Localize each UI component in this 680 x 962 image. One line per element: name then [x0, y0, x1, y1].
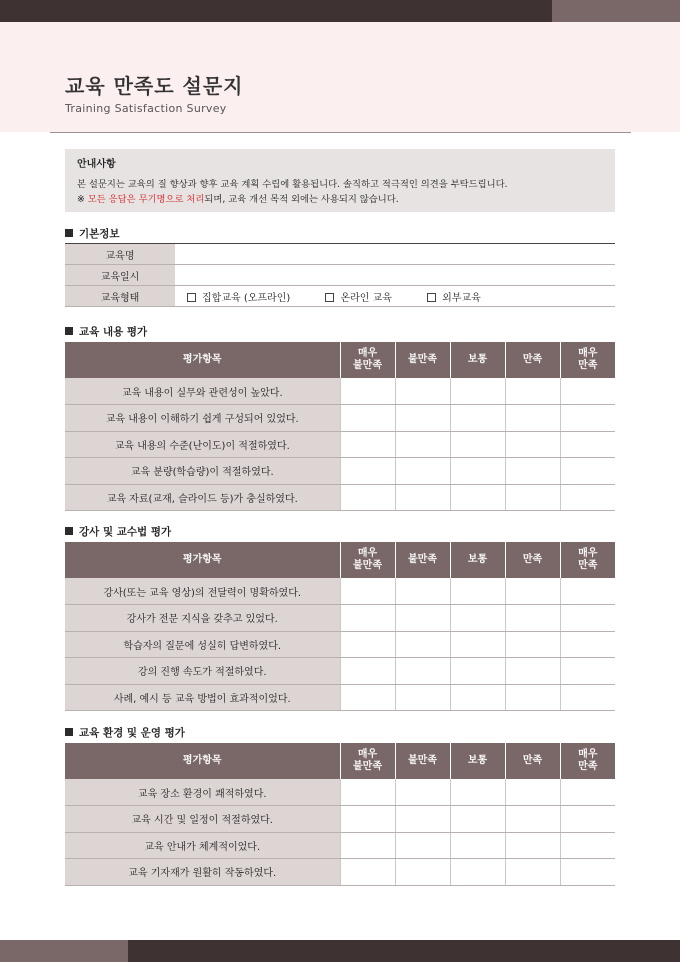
rating-dissatisfied-cell[interactable] — [395, 859, 450, 886]
top-bar — [0, 0, 680, 22]
checkbox-icon[interactable] — [325, 293, 334, 302]
rating-very-satisfied-cell[interactable] — [560, 806, 615, 833]
table-row — [65, 605, 615, 632]
section-title-text: 교육 내용 평가 — [79, 326, 148, 338]
table-row — [65, 378, 615, 405]
table-row — [65, 244, 615, 265]
section-title-text: 교육 환경 및 운영 평가 — [79, 727, 185, 739]
rating-dissatisfied-cell[interactable] — [395, 458, 450, 485]
rating-neutral-cell[interactable] — [450, 779, 505, 806]
header-item — [65, 342, 340, 378]
header-very-satisfied — [560, 743, 615, 779]
rating-very-satisfied-cell[interactable] — [560, 779, 615, 806]
rating-dissatisfied-cell[interactable] — [395, 779, 450, 806]
eval-item-label: 강사가 전문 지식을 갖추고 있었다. — [65, 605, 340, 632]
page-title: 교육 만족도 설문지 — [65, 74, 244, 98]
rating-dissatisfied-cell[interactable] — [395, 684, 450, 711]
section-title-instructor — [65, 524, 171, 539]
basic-label: 교육형태 — [65, 286, 175, 307]
eval-item-label: 사례, 예시 등 교육 방법이 효과적이었다. — [65, 684, 340, 711]
eval-item-label: 학습자의 질문에 성실히 답변하였다. — [65, 631, 340, 658]
rating-very-dissatisfied-cell[interactable] — [340, 631, 395, 658]
square-bullet-icon — [65, 327, 73, 335]
square-bullet-icon — [65, 728, 73, 736]
page-subtitle: Training Satisfaction Survey — [65, 102, 227, 115]
rating-very-dissatisfied-cell[interactable] — [340, 431, 395, 458]
rating-dissatisfied-cell[interactable] — [395, 378, 450, 405]
header-label: 평가항목 — [182, 755, 222, 766]
option-label: 온라인 교육 — [340, 292, 392, 304]
rating-neutral-cell[interactable] — [450, 832, 505, 859]
course-name-field[interactable] — [175, 244, 615, 265]
rating-satisfied-cell[interactable] — [505, 832, 560, 859]
table-row — [65, 578, 615, 605]
table-row — [65, 779, 615, 806]
basic-info-table — [65, 243, 615, 307]
rating-neutral-cell[interactable] — [450, 578, 505, 605]
rating-very-dissatisfied-cell[interactable] — [340, 605, 395, 632]
table-row — [65, 859, 615, 886]
table-header-row — [65, 743, 615, 779]
rating-satisfied-cell[interactable] — [505, 779, 560, 806]
notice-mark: ※ — [77, 194, 88, 205]
notice-title: 안내사항 — [77, 159, 116, 170]
header-very-satisfied — [560, 342, 615, 378]
header — [0, 22, 680, 132]
header-label: 평가항목 — [182, 354, 222, 365]
rating-very-dissatisfied-cell[interactable] — [340, 684, 395, 711]
rating-very-satisfied-cell[interactable] — [560, 458, 615, 485]
rating-very-satisfied-cell[interactable] — [560, 578, 615, 605]
rating-very-satisfied-cell[interactable] — [560, 859, 615, 886]
eval-item-label: 교육 안내가 체계적이었다. — [65, 832, 340, 859]
rating-satisfied-cell[interactable] — [505, 605, 560, 632]
header-label: 매우 — [578, 749, 598, 760]
rating-satisfied-cell[interactable] — [505, 405, 560, 432]
header-label: 매우 — [357, 548, 378, 559]
header-label: 평가항목 — [182, 554, 222, 565]
header-satisfied — [505, 542, 560, 578]
rating-dissatisfied-cell[interactable] — [395, 631, 450, 658]
header-label: 매우 — [578, 348, 598, 359]
header-very-dissatisfied — [340, 743, 395, 779]
rating-very-satisfied-cell[interactable] — [560, 484, 615, 511]
header-label: 만족 — [578, 761, 598, 772]
header-neutral — [450, 542, 505, 578]
header-neutral — [450, 743, 505, 779]
rating-very-dissatisfied-cell[interactable] — [340, 832, 395, 859]
rating-dissatisfied-cell[interactable] — [395, 405, 450, 432]
rating-very-dissatisfied-cell[interactable] — [340, 859, 395, 886]
rating-dissatisfied-cell[interactable] — [395, 832, 450, 859]
basic-label: 교육일시 — [65, 265, 175, 286]
header-dissatisfied — [395, 342, 450, 378]
rating-dissatisfied-cell[interactable] — [395, 658, 450, 685]
rating-satisfied-cell[interactable] — [505, 484, 560, 511]
option-label: 외부교육 — [442, 292, 481, 304]
rating-dissatisfied-cell[interactable] — [395, 806, 450, 833]
rating-very-dissatisfied-cell[interactable] — [340, 806, 395, 833]
rating-neutral-cell[interactable] — [450, 631, 505, 658]
header-item — [65, 542, 340, 578]
rating-very-dissatisfied-cell[interactable] — [340, 458, 395, 485]
rating-satisfied-cell[interactable] — [505, 806, 560, 833]
header-label: 불만족 — [408, 354, 437, 365]
environment-eval-table — [65, 743, 615, 886]
section-title-basic — [65, 226, 120, 241]
header-label: 불만족 — [353, 360, 382, 371]
rating-neutral-cell[interactable] — [450, 806, 505, 833]
table-row — [65, 286, 615, 307]
header-label: 보통 — [467, 755, 488, 766]
rating-very-satisfied-cell[interactable] — [560, 631, 615, 658]
rating-neutral-cell[interactable] — [450, 458, 505, 485]
option-label: 집합교육 (오프라인) — [202, 292, 291, 304]
eval-item-label: 강의 진행 속도가 적절하였다. — [65, 658, 340, 685]
header-item — [65, 743, 340, 779]
header-label: 만족 — [578, 360, 598, 371]
option-online[interactable] — [325, 289, 391, 304]
header-label: 불만족 — [408, 755, 437, 766]
header-dissatisfied — [395, 542, 450, 578]
section-title-environment — [65, 725, 185, 740]
notice-highlight: 모든 응답은 무기명으로 처리 — [87, 194, 205, 205]
eval-item-label: 교육 자료(교재, 슬라이드 등)가 충실하였다. — [65, 484, 340, 511]
rating-dissatisfied-cell[interactable] — [395, 605, 450, 632]
rating-very-satisfied-cell[interactable] — [560, 684, 615, 711]
header-label: 불만족 — [353, 761, 382, 772]
rating-satisfied-cell[interactable] — [505, 684, 560, 711]
rating-neutral-cell[interactable] — [450, 684, 505, 711]
notice-box — [65, 149, 615, 212]
header-label: 보통 — [467, 554, 488, 565]
header-label: 보통 — [467, 354, 488, 365]
rating-neutral-cell[interactable] — [450, 378, 505, 405]
course-date-field[interactable] — [175, 265, 615, 286]
rating-satisfied-cell[interactable] — [505, 458, 560, 485]
header-very-dissatisfied — [340, 542, 395, 578]
section-title-content — [65, 324, 147, 339]
rating-neutral-cell[interactable] — [450, 431, 505, 458]
rating-very-satisfied-cell[interactable] — [560, 378, 615, 405]
instructor-eval-table — [65, 542, 615, 711]
table-row — [65, 458, 615, 485]
table-row — [65, 484, 615, 511]
table-row — [65, 806, 615, 833]
rating-very-dissatisfied-cell[interactable] — [340, 405, 395, 432]
table-header-row — [65, 542, 615, 578]
rating-neutral-cell[interactable] — [450, 484, 505, 511]
rating-very-satisfied-cell[interactable] — [560, 658, 615, 685]
rating-very-satisfied-cell[interactable] — [560, 405, 615, 432]
eval-item-label: 교육 장소 환경이 쾌적하였다. — [65, 779, 340, 806]
rating-satisfied-cell[interactable] — [505, 658, 560, 685]
header-label: 불만족 — [408, 554, 437, 565]
eval-item-label: 교육 시간 및 일정이 적절하였다. — [65, 806, 340, 833]
notice-line-1: 본 설문지는 교육의 질 향상과 향후 교육 계획 수립에 활용됩니다. 솔직하고 적극적인 의견을 부탁드립니다. — [77, 179, 508, 190]
rating-dissatisfied-cell[interactable] — [395, 578, 450, 605]
table-row — [65, 265, 615, 286]
header-label: 매우 — [357, 749, 378, 760]
notice-line-2-rest: 되며, 교육 개선 목적 외에는 사용되지 않습니다. — [204, 194, 399, 205]
rating-satisfied-cell[interactable] — [505, 859, 560, 886]
header-label: 만족 — [522, 354, 543, 365]
header-label: 매우 — [357, 348, 378, 359]
table-row — [65, 658, 615, 685]
eval-item-label: 강사(또는 교육 영상)의 전달력이 명확하였다. — [65, 578, 340, 605]
header-satisfied — [505, 342, 560, 378]
bottom-bar-accent — [0, 940, 128, 962]
rating-satisfied-cell[interactable] — [505, 631, 560, 658]
bottom-bar — [0, 940, 680, 962]
header-dissatisfied — [395, 743, 450, 779]
rating-neutral-cell[interactable] — [450, 859, 505, 886]
rating-satisfied-cell[interactable] — [505, 578, 560, 605]
rating-very-satisfied-cell[interactable] — [560, 832, 615, 859]
header-label: 만족 — [578, 560, 598, 571]
option-external[interactable] — [427, 289, 481, 304]
table-row — [65, 405, 615, 432]
table-row — [65, 631, 615, 658]
checkbox-icon[interactable] — [427, 293, 436, 302]
rating-very-satisfied-cell[interactable] — [560, 431, 615, 458]
rating-dissatisfied-cell[interactable] — [395, 431, 450, 458]
rating-very-dissatisfied-cell[interactable] — [340, 658, 395, 685]
table-row — [65, 431, 615, 458]
table-row — [65, 684, 615, 711]
course-type-options — [175, 286, 615, 307]
top-bar-accent — [552, 0, 680, 22]
header-divider — [50, 132, 631, 133]
header-very-satisfied — [560, 542, 615, 578]
table-row — [65, 832, 615, 859]
header-label: 불만족 — [353, 560, 382, 571]
rating-very-dissatisfied-cell[interactable] — [340, 578, 395, 605]
basic-label: 교육명 — [65, 244, 175, 265]
rating-dissatisfied-cell[interactable] — [395, 484, 450, 511]
header-label: 만족 — [522, 554, 543, 565]
rating-satisfied-cell[interactable] — [505, 431, 560, 458]
checkbox-icon[interactable] — [187, 293, 196, 302]
rating-very-dissatisfied-cell[interactable] — [340, 779, 395, 806]
rating-neutral-cell[interactable] — [450, 405, 505, 432]
rating-satisfied-cell[interactable] — [505, 378, 560, 405]
eval-item-label: 교육 분량(학습량)이 적절하였다. — [65, 458, 340, 485]
header-label: 매우 — [578, 548, 598, 559]
rating-very-satisfied-cell[interactable] — [560, 605, 615, 632]
header-very-dissatisfied — [340, 342, 395, 378]
eval-item-label: 교육 내용이 이해하기 쉽게 구성되어 있었다. — [65, 405, 340, 432]
notice-line-2 — [77, 192, 603, 207]
eval-item-label: 교육 내용이 실무와 관련성이 높았다. — [65, 378, 340, 405]
section-title-text: 기본정보 — [79, 228, 120, 240]
header-label: 만족 — [522, 755, 543, 766]
rating-neutral-cell[interactable] — [450, 605, 505, 632]
header-neutral — [450, 342, 505, 378]
option-offline[interactable] — [187, 289, 290, 304]
rating-very-dissatisfied-cell[interactable] — [340, 378, 395, 405]
header-satisfied — [505, 743, 560, 779]
square-bullet-icon — [65, 527, 73, 535]
eval-item-label: 교육 기자재가 원활히 작동하였다. — [65, 859, 340, 886]
eval-item-label: 교육 내용의 수준(난이도)이 적절하였다. — [65, 431, 340, 458]
section-title-text: 강사 및 교수법 평가 — [79, 526, 172, 538]
content-eval-table — [65, 342, 615, 511]
rating-neutral-cell[interactable] — [450, 658, 505, 685]
table-header-row — [65, 342, 615, 378]
square-bullet-icon — [65, 229, 73, 237]
rating-very-dissatisfied-cell[interactable] — [340, 484, 395, 511]
